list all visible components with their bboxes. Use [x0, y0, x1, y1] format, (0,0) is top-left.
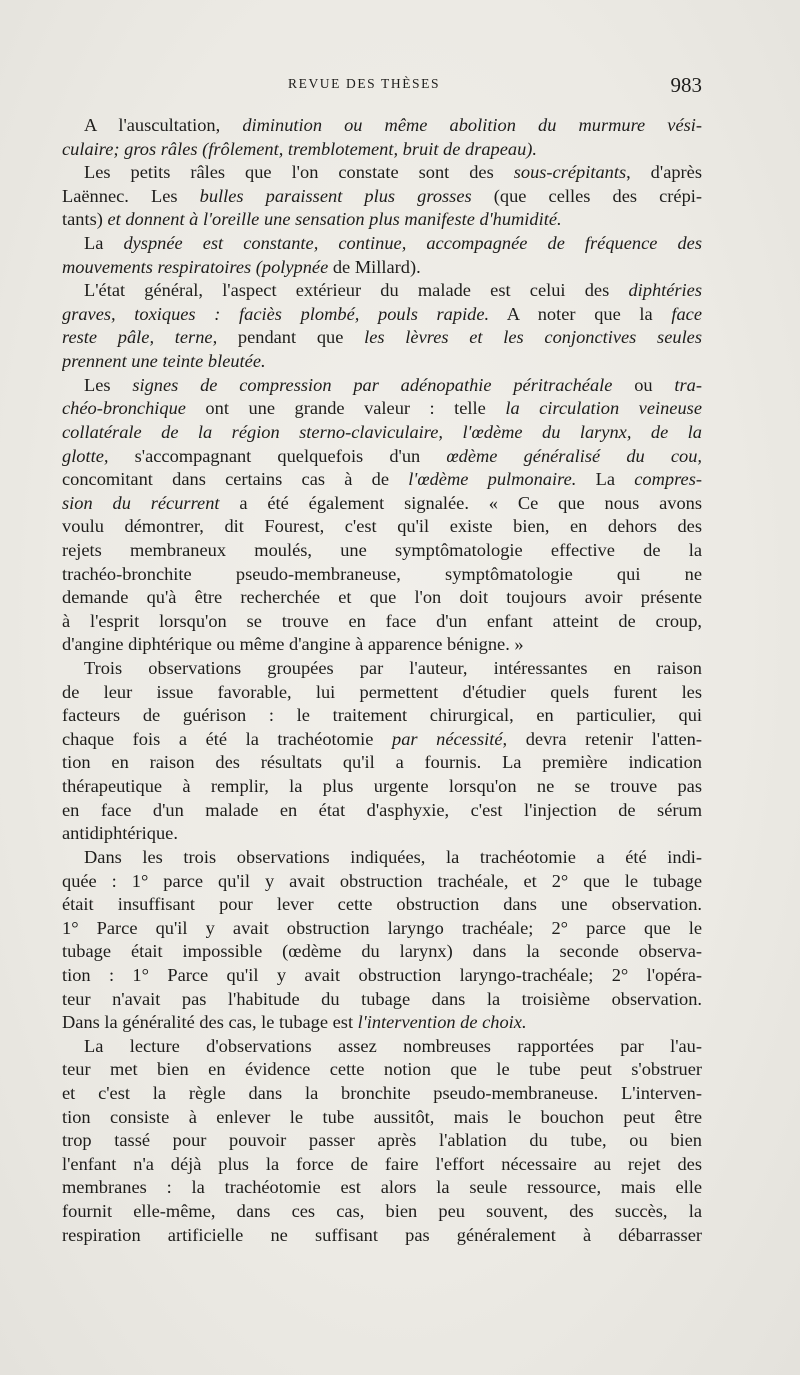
text-line	[62, 1106, 702, 1130]
page-header	[62, 73, 702, 97]
text-line	[62, 208, 702, 232]
italic-run: sous-crépitants	[513, 162, 627, 183]
text-run: facteurs de guérison : le traitement chirurgical, en particulier, qui	[62, 705, 702, 726]
text-line	[62, 775, 702, 799]
text-run: fournit elle-même, dans ces cas, bien peu souvent, des succès, la	[62, 1201, 702, 1222]
text-line	[62, 964, 702, 988]
italic-run: œdème généralisé du cou,	[446, 445, 702, 466]
text-line	[62, 1200, 702, 1224]
text-line	[62, 657, 702, 681]
text-line	[62, 539, 702, 563]
italic-run: culaire; gros râles (frôlement, tremblotement, bruit de drapeau).	[62, 138, 538, 159]
text-line	[62, 232, 702, 256]
italic-run: l'œdème pulmonaire.	[408, 469, 577, 490]
text-line	[62, 256, 702, 280]
text-line	[62, 751, 702, 775]
text-line	[62, 610, 702, 634]
text-line	[62, 515, 702, 539]
italic-run: glotte,	[62, 445, 109, 466]
text-line	[62, 374, 702, 398]
text-line	[62, 279, 702, 303]
text-run: tion : 1° Parce qu'il y avait obstruction laryngo-trachéale; 2° l'opéra-	[62, 964, 702, 985]
text-run: Dans la généralité des cas, le tubage est	[62, 1012, 358, 1033]
text-line	[62, 1176, 702, 1200]
text-run: Trois observations groupées par l'auteur, intéressantes en raison	[84, 658, 702, 679]
italic-run: face	[671, 303, 702, 324]
text-line	[62, 1035, 702, 1059]
text-line	[62, 138, 702, 162]
text-run: voulu démontrer, dit Fourest, c'est qu'il existe bien, en dehors des	[62, 516, 702, 537]
text-line	[62, 870, 702, 894]
text-line	[62, 1129, 702, 1153]
text-run: A l'auscultation,	[84, 115, 243, 135]
text-run: La lecture d'observations assez nombreuses rapportées par l'au-	[84, 1035, 702, 1056]
italic-run: mouvements respiratoires (polypnée	[62, 256, 329, 277]
text-line	[62, 822, 702, 846]
text-run: trop tassé pour pouvoir passer après l'ablation du tube, ou bien	[62, 1130, 702, 1151]
text-run: respiration artificielle ne suffisant pas généralement à débarrasser	[62, 1224, 702, 1245]
text-run: Les	[84, 374, 133, 395]
italic-run: sion du récurrent	[62, 492, 220, 513]
text-run: en face d'un malade en état d'asphyxie, c'est l'injection de sérum	[62, 799, 702, 820]
text-line	[62, 326, 702, 350]
text-run: teur n'avait pas l'habitude du tubage dans la troisième observation.	[62, 988, 702, 1009]
text-line	[62, 1058, 702, 1082]
text-run: devra retenir l'atten-	[507, 728, 702, 749]
text-run: Dans les trois observations indiquées, la trachéotomie a été indi-	[84, 846, 702, 867]
text-run: a été également signalée. « Ce que nous avons	[219, 492, 702, 513]
italic-run: diphtéries	[628, 280, 702, 301]
text-run: , d'après	[626, 162, 702, 183]
text-run: La	[84, 233, 124, 254]
text-run: tants)	[62, 209, 108, 230]
italic-run: diminution ou même abolition du murmure vési-	[242, 115, 702, 135]
text-line	[62, 846, 702, 870]
text-run: quée : 1° parce qu'il y avait obstruction trachéale, et 2° que le tubage	[62, 870, 702, 891]
text-line	[62, 563, 702, 587]
text-line	[62, 917, 702, 941]
text-run: A noter que la	[489, 303, 672, 324]
text-line	[62, 114, 702, 138]
text-run: membranes : la trachéotomie est alors la seule ressource, mais elle	[62, 1177, 702, 1198]
body-text	[62, 114, 702, 1247]
text-line	[62, 728, 702, 752]
text-run: antidiphtérique.	[62, 823, 178, 844]
italic-run: et donnent à l'oreille une sensation plus manifeste d'humidité.	[107, 209, 562, 230]
text-run: Les petits râles que l'on constate sont des	[84, 162, 514, 183]
text-line	[62, 1082, 702, 1106]
italic-run: la circulation veineuse	[505, 398, 702, 419]
text-line	[62, 940, 702, 964]
text-line	[62, 303, 702, 327]
text-run: était insuffisant pour lever cette obstruction dans une observation.	[62, 894, 702, 915]
italic-run: compres-	[634, 469, 702, 490]
text-run: teur met bien en évidence cette notion que le tube peut s'obstruer	[62, 1059, 702, 1080]
text-run: Laënnec. Les	[62, 185, 200, 206]
text-line	[62, 1153, 702, 1177]
text-line	[62, 397, 702, 421]
text-run: thérapeutique à remplir, la plus urgente lorsqu'on ne se trouve pas	[62, 776, 702, 797]
text-run: d'angine diphtérique ou même d'angine à apparence bénigne. »	[62, 634, 524, 655]
text-run: ont une grande valeur : telle	[185, 398, 506, 419]
text-run: à l'esprit lorsqu'on se trouve en face d'un enfant atteint de croup,	[62, 610, 702, 631]
italic-run: dyspnée est constante, continue, accompagnée de fréquence des	[123, 233, 702, 254]
text-line	[62, 586, 702, 610]
italic-run: l'intervention de choix.	[357, 1012, 527, 1033]
text-run: concomitant dans certains cas à de	[62, 469, 409, 490]
text-line	[62, 799, 702, 823]
text-run: tion consiste à enlever le tube aussitôt, mais le bouchon peut être	[62, 1106, 702, 1127]
text-run: (que celles des crépi-	[471, 185, 702, 206]
text-run: demande qu'à être recherchée et que l'on doit toujours avoir présente	[62, 587, 702, 608]
italic-run: reste pâle, terne,	[62, 327, 218, 348]
text-run: chaque fois a été la trachéotomie	[62, 728, 393, 749]
text-line	[62, 185, 702, 209]
italic-run: chéo-bronchique	[62, 398, 186, 419]
text-line	[62, 988, 702, 1012]
text-run: ou	[612, 374, 675, 395]
text-run: l'enfant n'a déjà plus la force de faire l'effort nécessaire au rejet des	[62, 1153, 702, 1174]
text-line	[62, 681, 702, 705]
text-line	[62, 704, 702, 728]
italic-run: collatérale de la région sterno-claviculaire, l'œdème du larynx, de la	[62, 421, 702, 442]
text-line	[62, 1224, 702, 1248]
text-run: de leur issue favorable, lui permettent d'étudier quels furent les	[62, 681, 702, 702]
italic-run: signes de compression par adénopathie péritrachéale	[132, 374, 613, 395]
text-run: L'état général, l'aspect extérieur du malade est celui des	[84, 280, 629, 301]
text-line	[62, 1011, 702, 1035]
text-run: La	[576, 469, 635, 490]
text-line	[62, 445, 702, 469]
text-line	[62, 893, 702, 917]
text-line	[62, 161, 702, 185]
text-run: pendant que	[217, 327, 365, 348]
text-line	[62, 468, 702, 492]
text-line	[62, 633, 702, 657]
text-line	[62, 350, 702, 374]
text-run: 1° Parce qu'il y avait obstruction laryngo trachéale; 2° parce que le	[62, 917, 702, 938]
italic-run: tra-	[674, 374, 702, 395]
italic-run: par nécessité,	[392, 728, 508, 749]
text-line	[62, 492, 702, 516]
text-run: s'accompagnant quelquefois d'un	[108, 445, 447, 466]
italic-run: bulles paraissent plus grosses	[199, 185, 472, 206]
text-run: tion en raison des résultats qu'il a fournis. La première indication	[62, 752, 702, 773]
text-run: et c'est la règle dans la bronchite pseudo-membraneuse. L'interven-	[62, 1082, 702, 1103]
text-run: rejets membraneux moulés, une symptômatologie effective de la	[62, 539, 702, 560]
text-run: tubage était impossible (œdème du larynx) dans la seconde observa-	[62, 941, 702, 962]
italic-run: les lèvres et les conjonctives seules	[364, 327, 702, 348]
italic-run: graves, toxiques : faciès plombé, pouls rapide.	[62, 303, 490, 324]
page-number: 983	[670, 73, 702, 97]
text-run: trachéo-bronchite pseudo-membraneuse, symptômatologie qui ne	[62, 563, 702, 584]
italic-run: prennent une teinte bleutée.	[62, 351, 266, 372]
text-line	[62, 421, 702, 445]
running-head: REVUE DES THÈSES	[288, 76, 441, 91]
text-run: de Millard).	[328, 256, 421, 277]
